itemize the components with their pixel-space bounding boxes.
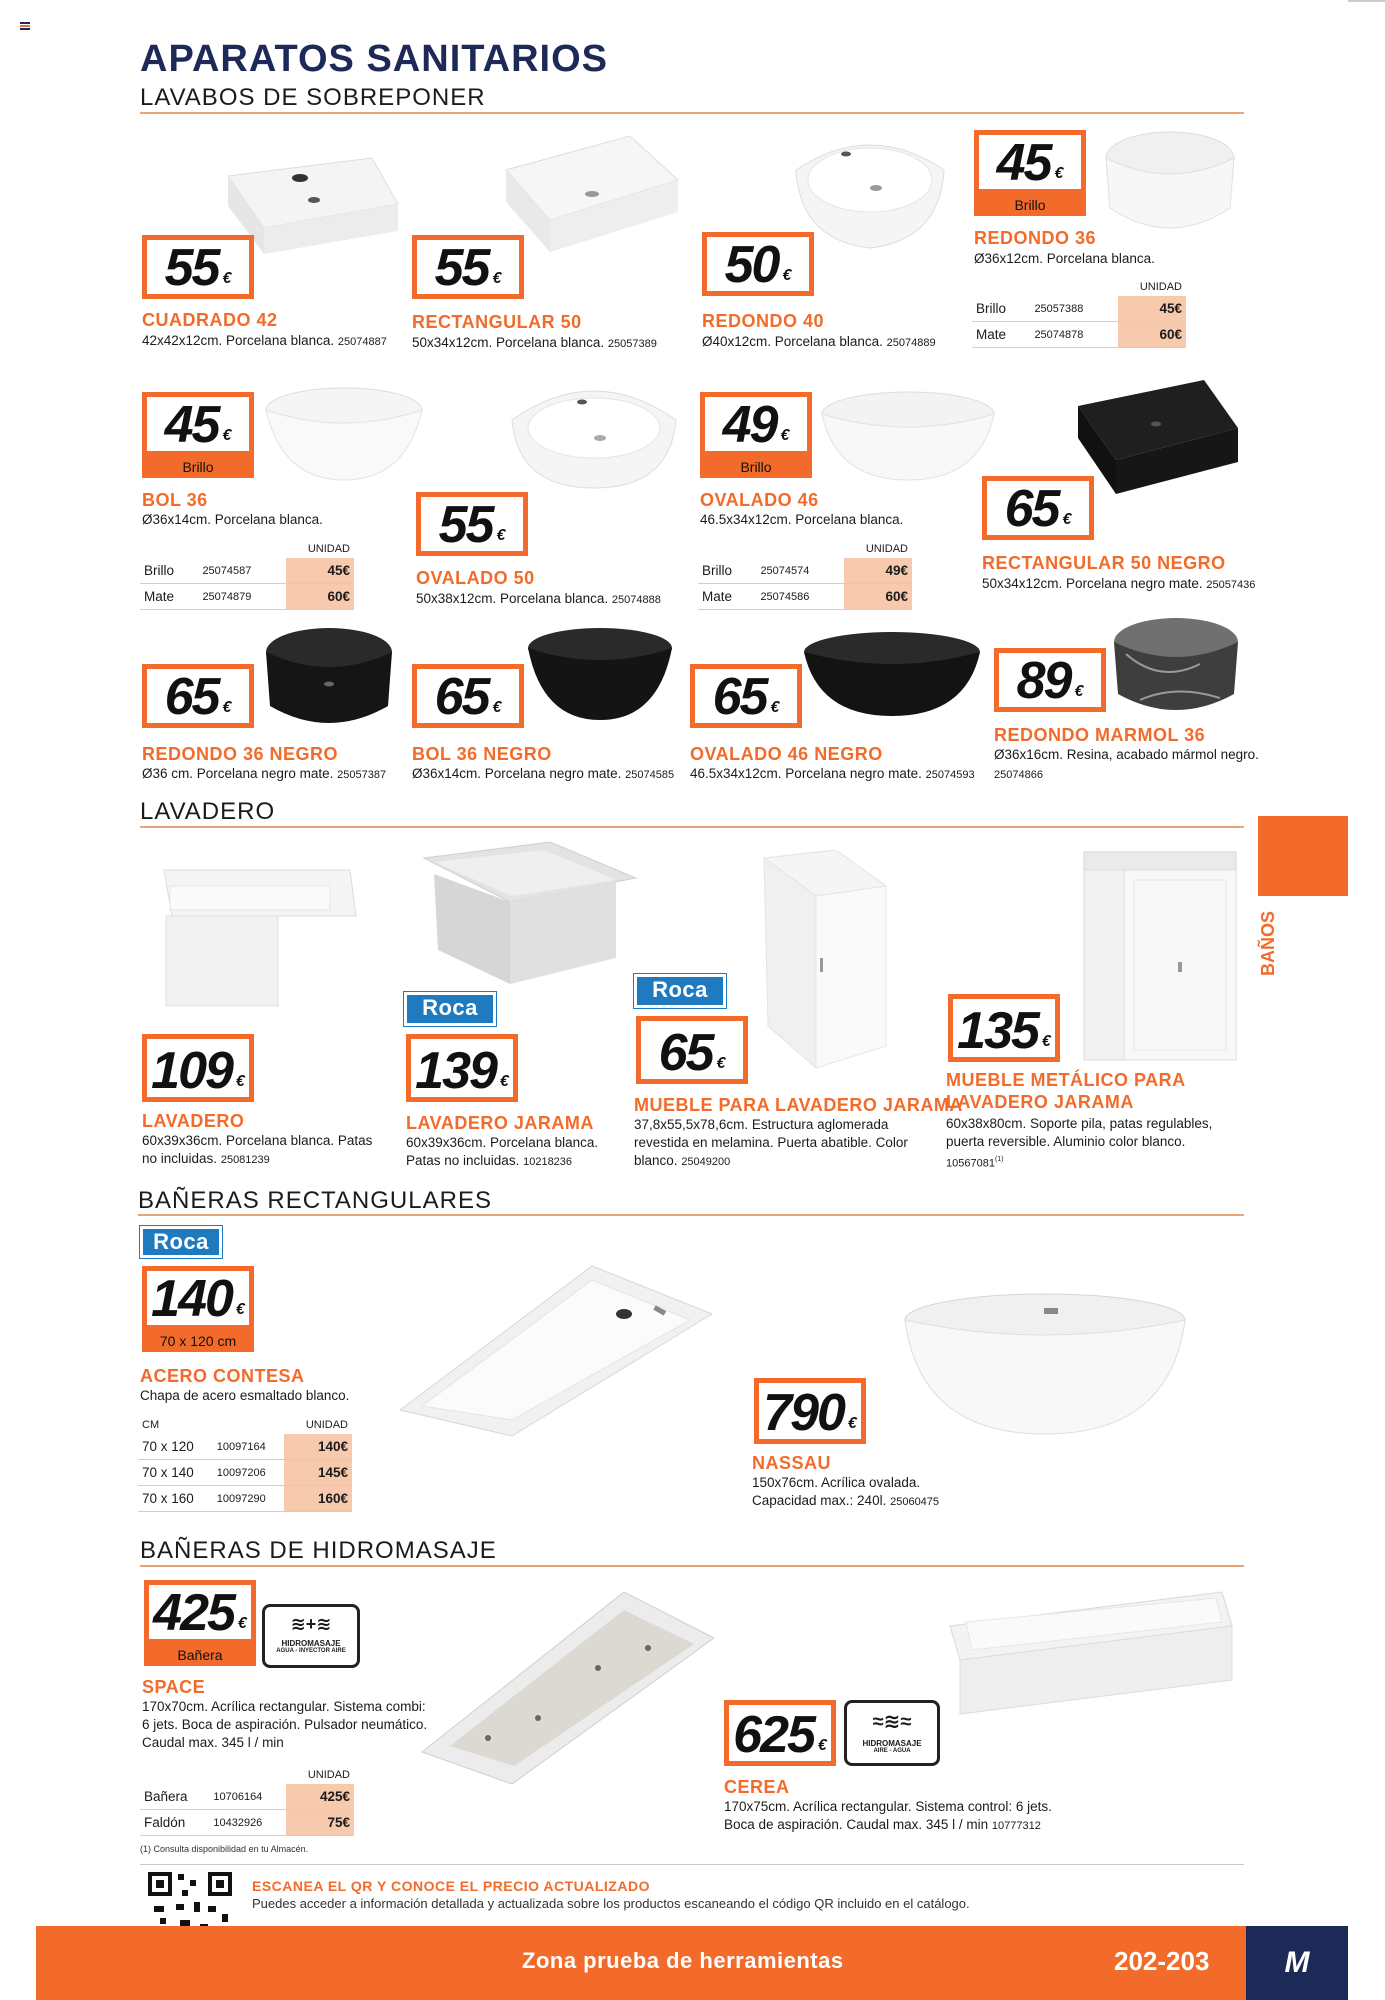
price-box-ovalado46negro: 65 €	[690, 664, 802, 728]
product-desc-redondo36negro: Ø36 cm. Porcelana negro mate. 25057387	[142, 766, 387, 781]
product-desc-mueble-metalico: 60x38x80cm. Soporte pila, patas regulables, puerta reversible. Aluminio color blanco. 10567081$^{(1)}$	[946, 1116, 1213, 1170]
price-box-rect50negro: 65 €	[982, 476, 1094, 540]
bathtub-acero-contesa-image	[396, 1260, 716, 1440]
sink-bol36-image	[262, 384, 427, 484]
qr-text: Puedes acceder a información detallada y actualizada sobre los productos escaneando el código QR incluido en el catálogo.	[252, 1896, 970, 1911]
sink-ovalado50-image	[506, 376, 682, 492]
price-box-bol36negro: 65 €	[412, 664, 524, 728]
price-box-cerea: 625 €	[724, 1700, 836, 1766]
sink-ovalado46-image	[818, 388, 998, 484]
product-desc-acero-contesa: Chapa de acero esmaltado blanco.	[140, 1388, 350, 1403]
corner-line	[1348, 0, 1385, 2]
product-name-redondo36negro: REDONDO 36 NEGRO	[142, 744, 339, 764]
section-title-banieras-rect: BAÑERAS RECTANGULARES	[138, 1187, 492, 1214]
lavadero-image	[160, 860, 360, 1010]
section-divider	[140, 826, 1244, 828]
footnote: (1) Consulta disponibilidad en tu Almacén.	[140, 1844, 309, 1854]
section-title-lavabos: LAVABOS DE SOBREPONER	[140, 84, 486, 111]
product-desc-redondomarmol36: Ø36x16cm. Resina, acabado mármol negro.	[994, 747, 1259, 762]
section-divider	[140, 1565, 1244, 1567]
roca-logo: Roca	[140, 1226, 222, 1258]
product-desc-ovalado46negro: 46.5x34x12cm. Porcelana negro mate. 25074593	[690, 766, 975, 781]
page-title: APARATOS SANITARIOS	[140, 38, 608, 80]
price-box-bol36: 45 €	[142, 392, 254, 456]
product-desc-bol36negro: Ø36x14cm. Porcelana negro mate. 25074585	[412, 766, 675, 781]
product-name-rect50: RECTANGULAR 50	[412, 312, 582, 332]
product-name-lavadero: LAVADERO	[142, 1111, 245, 1131]
price-tag-bol36: Brillo	[142, 456, 254, 478]
sink-rect50negro-image	[1074, 376, 1242, 498]
product-desc-redondo40: Ø40x12cm. Porcelana blanca. 25074889	[702, 334, 936, 349]
qr-title: ESCANEA EL QR Y CONOCE EL PRECIO ACTUALIZADO	[252, 1878, 650, 1894]
product-desc-rect50: 50x34x12cm. Porcelana blanca. 25057389	[412, 335, 657, 350]
price-box-redondomarmol36: 89 €	[994, 648, 1106, 712]
sink-redondo36negro-image	[262, 624, 396, 734]
hamburger-icon[interactable]	[20, 22, 30, 30]
side-tab-label: BAÑOS	[1258, 910, 1278, 976]
product-desc-cuadrado42: 42x42x12cm. Porcelana blanca. 25074887	[142, 333, 387, 348]
product-name-ovalado50: OVALADO 50	[416, 568, 535, 588]
price-table-acero-contesa: CM UNIDAD 70 x 120 10097164 140€ 70 x 140 10097206 145€ 70 x 160 10097290 160€	[138, 1416, 352, 1512]
product-desc-cerea: 170x75cm. Acrílica rectangular. Sistema control: 6 jets. Boca de aspiración. Caudal max. 345 l / min 10777312	[724, 1799, 1052, 1832]
product-name-rect50negro: RECTANGULAR 50 NEGRO	[982, 553, 1226, 573]
price-box-redondo40: 50 €	[702, 232, 814, 296]
brand-logo[interactable]	[1246, 1926, 1348, 2000]
mueble-metalico-image	[1080, 850, 1240, 1064]
footer-page-numbers: 202-203	[1114, 1946, 1210, 1976]
product-desc-rect50negro: 50x34x12cm. Porcelana negro mate. 25057436	[982, 576, 1256, 591]
product-desc-lavadero: 60x39x36cm. Porcelana blanca. Patas no incluidas. 25081239	[142, 1133, 373, 1166]
sink-bol36negro-image	[524, 624, 676, 724]
price-box-ovalado50: 55 €	[416, 492, 528, 556]
price-box-ovalado46: 49 €	[700, 392, 812, 456]
hidromasaje-badge-cerea: ≈≋≈ HIDROMASAJE AIRE - AGUA	[844, 1700, 940, 1766]
price-tag-ovalado46: Brillo	[700, 456, 812, 478]
product-name-acero-contesa: ACERO CONTESA	[140, 1366, 305, 1386]
sink-redondo36-image	[1100, 128, 1240, 238]
bathtub-nassau-image	[900, 1288, 1190, 1438]
section-divider	[138, 1214, 1244, 1216]
roca-logo: Roca	[634, 974, 726, 1008]
price-box-redondo36: 45 €	[974, 130, 1086, 194]
price-tag-acero-contesa: 70 x 120 cm	[142, 1330, 254, 1352]
section-title-hidro: BAÑERAS DE HIDROMASAJE	[140, 1537, 497, 1564]
hidromasaje-badge-space: ≋+≋ HIDROMASAJE AGUA - INYECTOR AIRE	[262, 1604, 360, 1668]
price-box-lavadero: 109 €	[142, 1034, 254, 1102]
brand-logo-letter: M	[1284, 1946, 1310, 1979]
price-box-redondo36negro: 65 €	[142, 664, 254, 728]
bathtub-cerea-image	[940, 1586, 1240, 1716]
price-box-mueble-jarama: 65 €	[636, 1016, 748, 1084]
price-table-space: UNIDAD Bañera 10706164 425€ Faldón 10432926 75€	[140, 1766, 354, 1836]
price-box-cuadrado42: 55 €	[142, 235, 254, 299]
product-desc-bol36: Ø36x14cm. Porcelana blanca.	[142, 512, 323, 527]
price-box-lavadero-jarama: 139 €	[406, 1034, 518, 1102]
lavadero-jarama-image	[420, 838, 640, 988]
product-desc-redondo36: Ø36x12cm. Porcelana blanca.	[974, 251, 1155, 266]
bathtub-space-image	[418, 1588, 718, 1788]
sink-rect50-image	[502, 130, 682, 255]
roca-logo: Roca	[404, 992, 496, 1026]
section-divider	[140, 112, 1244, 114]
product-name-redondo40: REDONDO 40	[702, 311, 825, 331]
section-title-lavadero: LAVADERO	[140, 798, 276, 825]
price-box-nassau: 790 €	[754, 1378, 866, 1444]
product-desc-ovalado50: 50x38x12cm. Porcelana blanca. 25074888	[416, 591, 661, 606]
footer-slogan: Zona prueba de herramientas	[522, 1948, 844, 1973]
price-table-redondo36: UNIDAD Brillo 25057388 45€ Mate 25074878 60€	[972, 278, 1186, 348]
product-name-ovalado46: OVALADO 46	[700, 490, 819, 510]
product-name-bol36: BOL 36	[142, 490, 208, 510]
product-name-redondo36: REDONDO 36	[974, 228, 1097, 248]
side-tab	[1258, 816, 1348, 896]
price-table-ovalado46: UNIDAD Brillo 25074574 49€ Mate 25074586 60€	[698, 540, 912, 610]
price-table-bol36: UNIDAD Brillo 25074587 45€ Mate 25074879 60€	[140, 540, 354, 610]
price-box-mueble-metalico: 135 €	[948, 994, 1060, 1062]
product-name-nassau: NASSAU	[752, 1453, 832, 1473]
price-tag-space: Bañera	[144, 1644, 256, 1666]
product-desc-mueble-jarama: 37,8x55,5x78,6cm. Estructura aglomerada revestida en melamina. Puerta abatible. Color blanco. 25049200	[634, 1117, 908, 1168]
price-box-rect50: 55 €	[412, 235, 524, 299]
water-jets-icon: ≋+≋	[290, 1614, 332, 1634]
product-desc-nassau: 150x76cm. Acrílica ovalada. Capacidad max.: 240l. 25060475	[752, 1475, 940, 1508]
product-name-space: SPACE	[142, 1677, 206, 1697]
mueble-jarama-image	[760, 850, 890, 1070]
sink-ovalado46negro-image	[800, 628, 984, 720]
product-desc-ovalado46: 46.5x34x12cm. Porcelana blanca.	[700, 512, 904, 527]
product-desc-space: 170x70cm. Acrílica rectangular. Sistema combi: 6 jets. Boca de aspiración. Pulsador neumático. Caudal max. 345 l / min	[142, 1699, 428, 1750]
product-name-cerea: CEREA	[724, 1777, 790, 1797]
product-name-lavadero-jarama: LAVADERO JARAMA	[406, 1113, 594, 1133]
air-water-icon: ≈≋≈	[872, 1711, 912, 1733]
product-desc-lavadero-jarama: 60x39x36cm. Porcelana blanca. Patas no incluidas. 10218236	[406, 1135, 599, 1168]
product-name-ovalado46negro: OVALADO 46 NEGRO	[690, 744, 883, 764]
product-name-cuadrado42: CUADRADO 42	[142, 310, 278, 330]
product-name-bol36negro: BOL 36 NEGRO	[412, 744, 552, 764]
price-tag-redondo36: Brillo	[974, 194, 1086, 216]
product-ref-redondomarmol36: 25074866	[994, 769, 1043, 781]
price-box-space: 425 €	[144, 1580, 256, 1644]
qr-divider	[140, 1864, 1244, 1865]
product-name-mueble-jarama: MUEBLE PARA LAVADERO JARAMA	[634, 1095, 963, 1115]
product-name-mueble-metalico: MUEBLE METÁLICO PARA LAVADERO JARAMA	[946, 1070, 1186, 1112]
price-box-acero-contesa: 140 €	[142, 1266, 254, 1330]
sink-redondo40-image	[790, 130, 950, 250]
product-name-redondomarmol36: REDONDO MARMOL 36	[994, 725, 1206, 745]
sink-redondomarmol36-image	[1110, 614, 1242, 724]
